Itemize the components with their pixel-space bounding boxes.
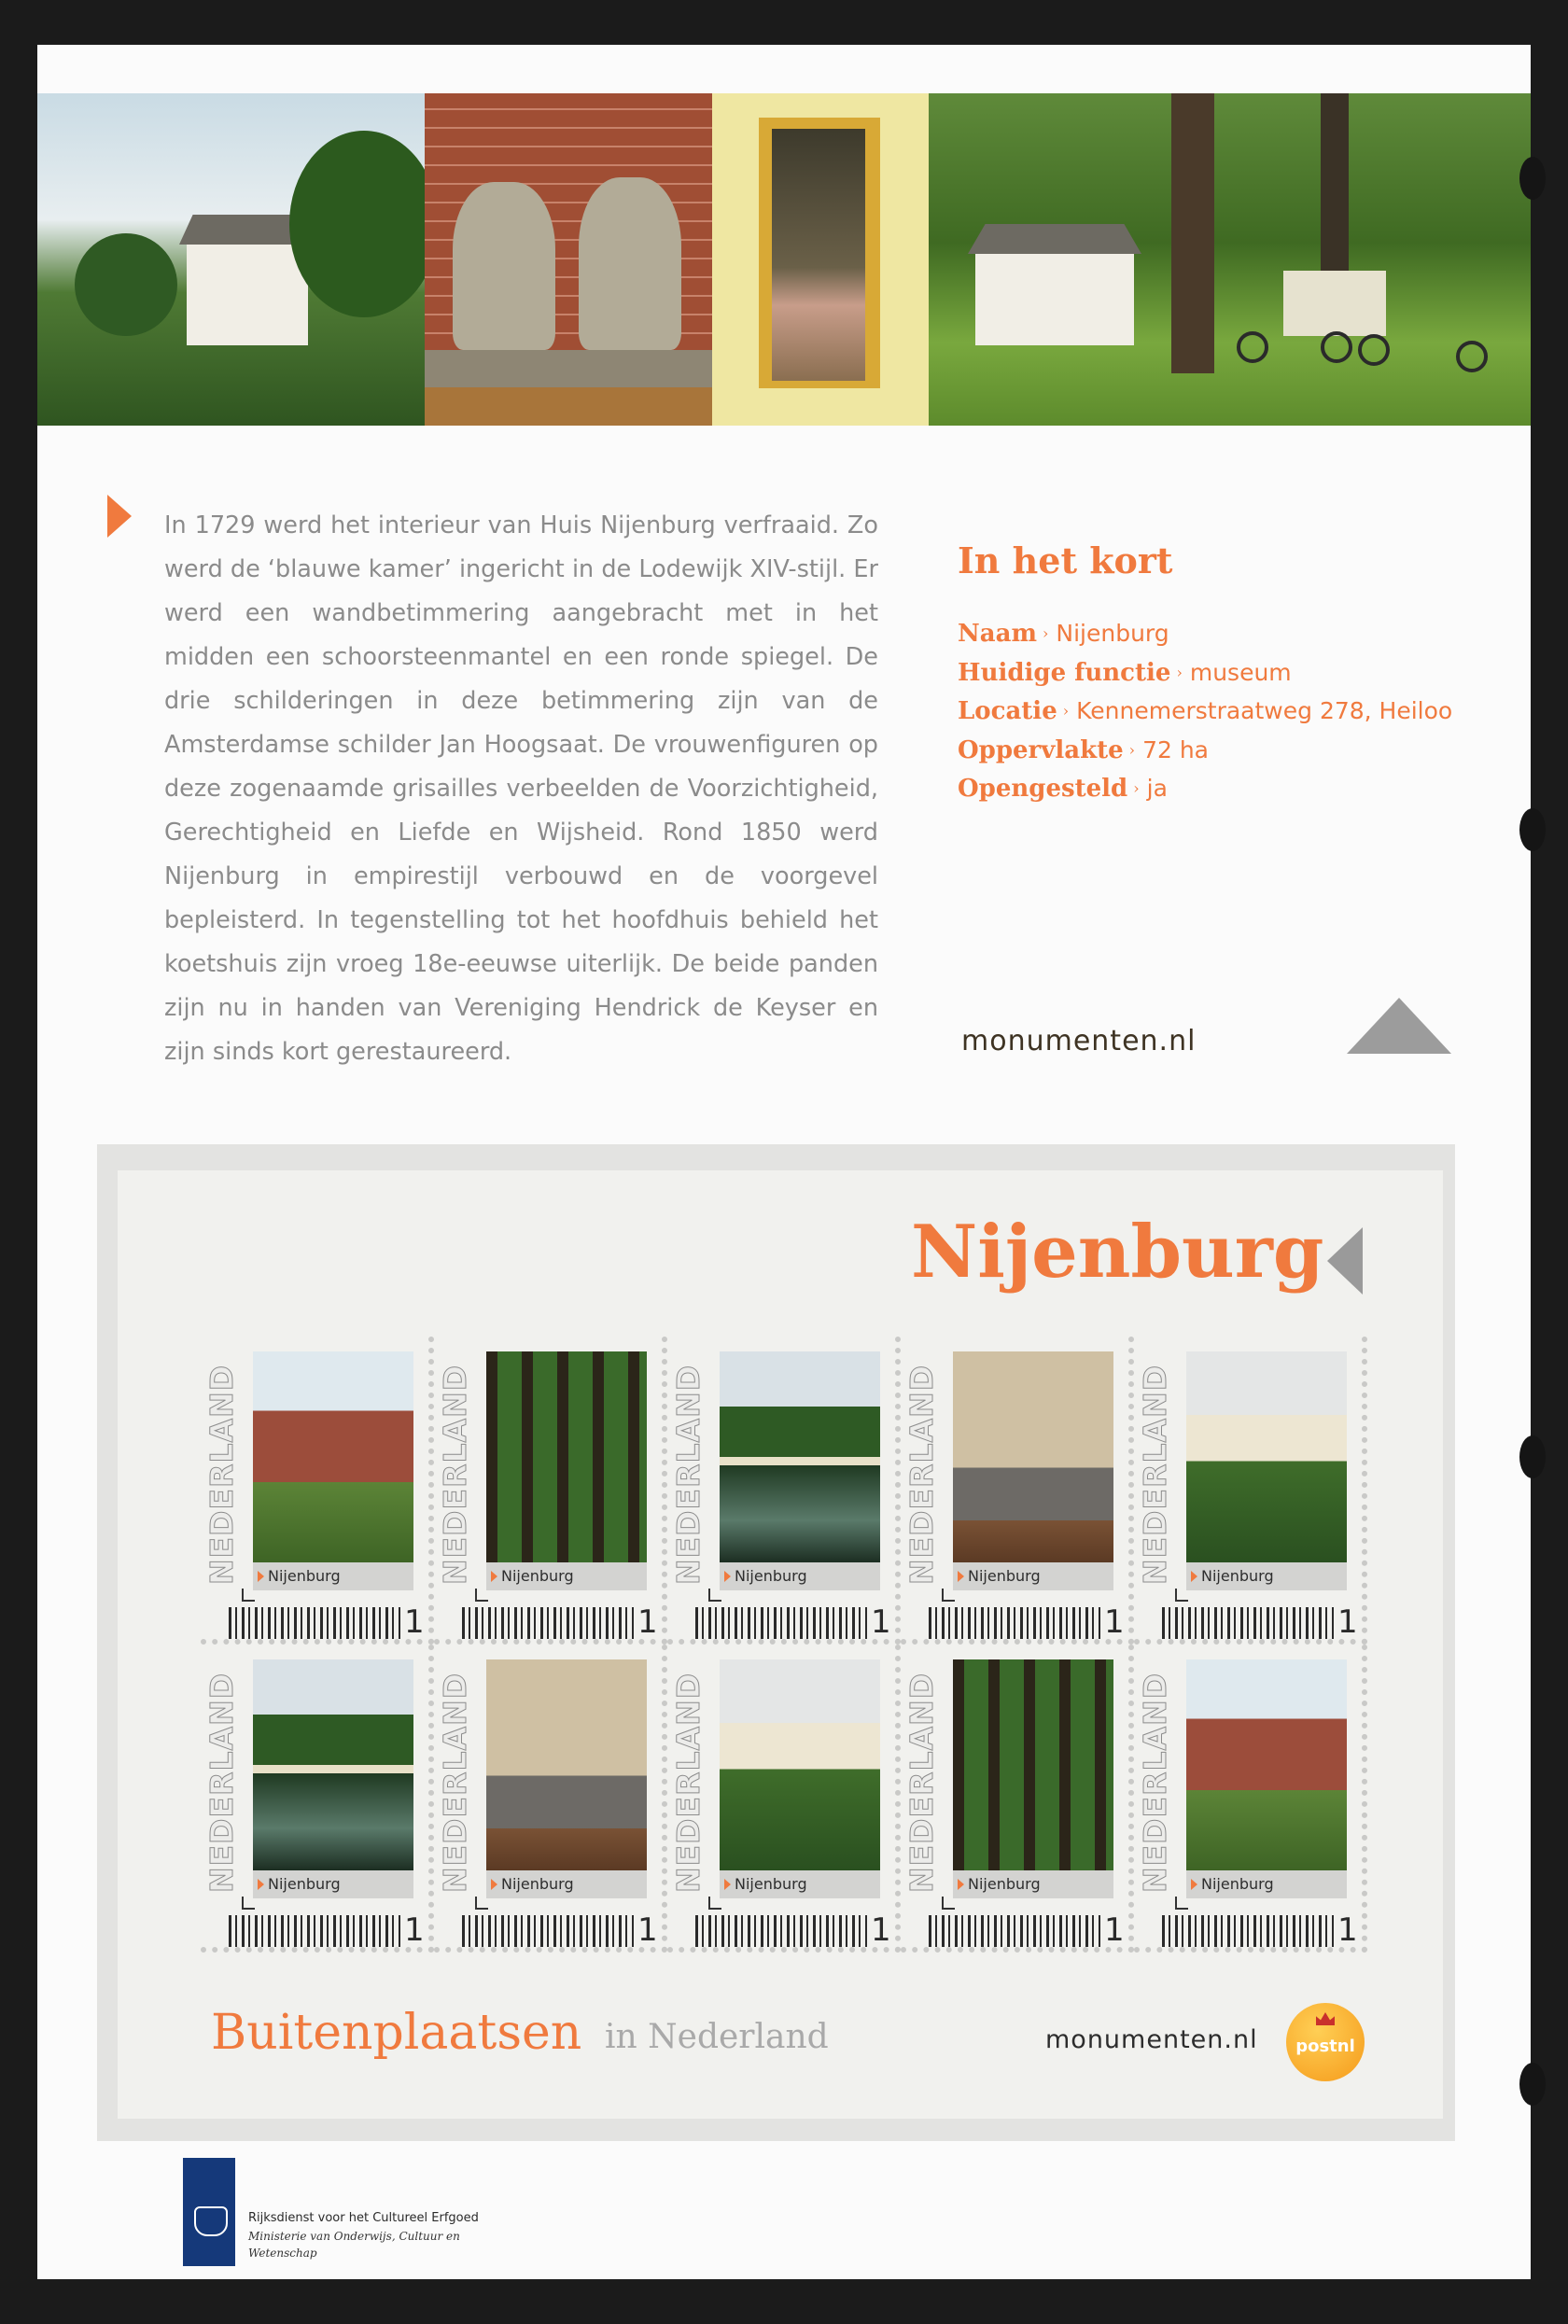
- footer-ministry: Ministerie van Onderwijs, Cultuur en Wetenschap: [248, 2230, 460, 2260]
- stamp-photo: [1186, 1659, 1347, 1870]
- stamp-label: Nijenburg: [486, 1562, 647, 1590]
- stamp-label: Nijenburg: [1186, 1562, 1347, 1590]
- stamp: [1134, 1645, 1367, 1953]
- barcode: [229, 1607, 400, 1639]
- stamp: [201, 1645, 434, 1953]
- barcode: [1162, 1915, 1334, 1947]
- stamp-photo: [253, 1659, 413, 1870]
- chevron-right-icon: ›: [1176, 663, 1183, 681]
- photo-coach-house-cyclists: [929, 93, 1531, 426]
- stamp-country: NEDERLAND: [1137, 1364, 1173, 1586]
- barcode: [695, 1915, 867, 1947]
- stamp-value: 1: [637, 1911, 658, 1949]
- stamp-label: Nijenburg: [953, 1562, 1113, 1590]
- facts-list: [958, 620, 1518, 814]
- stamp-label: Nijenburg: [486, 1870, 647, 1898]
- stamp-country: NEDERLAND: [437, 1672, 473, 1894]
- binder-hole: [1519, 808, 1546, 851]
- stamp: [901, 1645, 1134, 1953]
- binder-hole: [1519, 2063, 1546, 2106]
- series-subtitle: in Nederland: [605, 2018, 829, 2056]
- fact-opengesteld: Opengesteld › ja: [958, 775, 1168, 803]
- stamp-label: Nijenburg: [253, 1562, 413, 1590]
- stamp-label: Nijenburg: [253, 1870, 413, 1898]
- crown-icon: [1316, 2012, 1335, 2025]
- sheet-title: Nijenburg: [911, 1210, 1324, 1295]
- stamp-photo: [486, 1351, 647, 1562]
- stamp-photo: [486, 1659, 647, 1870]
- orange-arrow-icon: [107, 495, 132, 538]
- stamp-value: 1: [871, 1911, 891, 1949]
- stamp-photo: [953, 1351, 1113, 1562]
- stamp: [434, 1645, 667, 1953]
- chevron-right-icon: ›: [1133, 779, 1140, 797]
- stamp-country: NEDERLAND: [203, 1672, 240, 1894]
- photo-coat-of-arms-stones: [425, 93, 712, 426]
- stamp: [901, 1337, 1134, 1645]
- triangle-up-icon: [1347, 998, 1451, 1054]
- rijksoverheid-logo: [183, 2158, 235, 2266]
- stamp-photo: [953, 1659, 1113, 1870]
- stamp-country: NEDERLAND: [670, 1672, 707, 1894]
- barcode: [462, 1607, 634, 1639]
- stamp-value: 1: [1104, 1603, 1125, 1641]
- chevron-right-icon: ›: [1062, 702, 1070, 720]
- fact-huidige-functie: Huidige functie › museum: [958, 658, 1292, 687]
- chevron-right-icon: ›: [1128, 740, 1136, 759]
- stamp-country: NEDERLAND: [903, 1364, 940, 1586]
- sheet-website: monumenten.nl: [1045, 2025, 1258, 2054]
- stamp-value: 1: [404, 1603, 425, 1641]
- photo-banner: [37, 93, 1531, 426]
- series-title: Buitenplaatsen: [211, 2005, 582, 2061]
- stamp-label: Nijenburg: [720, 1870, 880, 1898]
- stamp-value: 1: [637, 1603, 658, 1641]
- website-link[interactable]: monumenten.nl: [961, 1025, 1197, 1057]
- stamp: [434, 1337, 667, 1645]
- stamp-value: 1: [1337, 1603, 1358, 1641]
- stamp-value: 1: [1337, 1911, 1358, 1949]
- stamp: [667, 1337, 901, 1645]
- photo-open-doorway: [712, 93, 929, 426]
- binder-hole: [1519, 157, 1546, 200]
- fact-naam: Naam › Nijenburg: [958, 620, 1169, 648]
- chevron-right-icon: ›: [1042, 624, 1049, 642]
- stamp-photo: [253, 1351, 413, 1562]
- barcode: [695, 1607, 867, 1639]
- stamp-photo: [720, 1351, 880, 1562]
- in-het-kort-title: In het kort: [958, 539, 1173, 581]
- binder-hole: [1519, 1435, 1546, 1478]
- stamp-photo: [1186, 1351, 1347, 1562]
- stamp-country: NEDERLAND: [203, 1364, 240, 1586]
- stamp-value: 1: [871, 1603, 891, 1641]
- stamp-label: Nijenburg: [1186, 1870, 1347, 1898]
- stamp: [1134, 1337, 1367, 1645]
- stamp: [201, 1337, 434, 1645]
- stamp-country: NEDERLAND: [437, 1364, 473, 1586]
- triangle-left-icon: [1327, 1227, 1363, 1295]
- article-body: In 1729 werd het interieur van Huis Nijenburg verfraaid. Zo werd de ‘blauwe kamer’ ingericht in de Lodewijk XIV-stijl. Er werd een wandbetimmering aangebracht met in het midden een schoorsteenmantel en een ronde spiegel. De drie schilderingen in deze betimmering zijn van de Amsterdamse schilder Jan Hoogsaat. De vrouwenfiguren op deze zogenaamde grisailles verbeelden de Voorzichtigheid, Gerechtigheid en Liefde en Wijsheid. Rond 1850 werd Nijenburg in empirestijl verbouwd en de voorgevel bepleisterd. In tegenstelling tot het hoofdhuis behield het koetshuis zijn vroeg 18e-eeuwse uiterlijk. De beide panden zijn nu in handen van Vereniging Hendrick de Keyser en zijn sinds kort gerestaureerd.: [164, 511, 878, 1066]
- stamp-country: NEDERLAND: [670, 1364, 707, 1586]
- stamp: [667, 1645, 901, 1953]
- stamp-value: 1: [404, 1911, 425, 1949]
- barcode: [1162, 1607, 1334, 1639]
- stamp-country: NEDERLAND: [1137, 1672, 1173, 1894]
- barcode: [462, 1915, 634, 1947]
- stamp-value: 1: [1104, 1911, 1125, 1949]
- fact-oppervlakte: Oppervlakte › 72 ha: [958, 735, 1209, 764]
- fact-locatie: Locatie › Kennemerstraatweg 278, Heiloo: [958, 697, 1453, 725]
- barcode: [229, 1915, 400, 1947]
- footer-agency: Rijksdienst voor het Cultureel Erfgoed: [248, 2211, 479, 2225]
- stamp-country: NEDERLAND: [903, 1672, 940, 1894]
- stamp-label: Nijenburg: [720, 1562, 880, 1590]
- stamp-photo: [720, 1659, 880, 1870]
- photo-manor-house: [37, 93, 425, 426]
- postnl-logo: postnl: [1286, 2003, 1365, 2081]
- barcode: [929, 1607, 1100, 1639]
- stamp-label: Nijenburg: [953, 1870, 1113, 1898]
- barcode: [929, 1915, 1100, 1947]
- stamp-grid: [201, 1337, 1367, 1953]
